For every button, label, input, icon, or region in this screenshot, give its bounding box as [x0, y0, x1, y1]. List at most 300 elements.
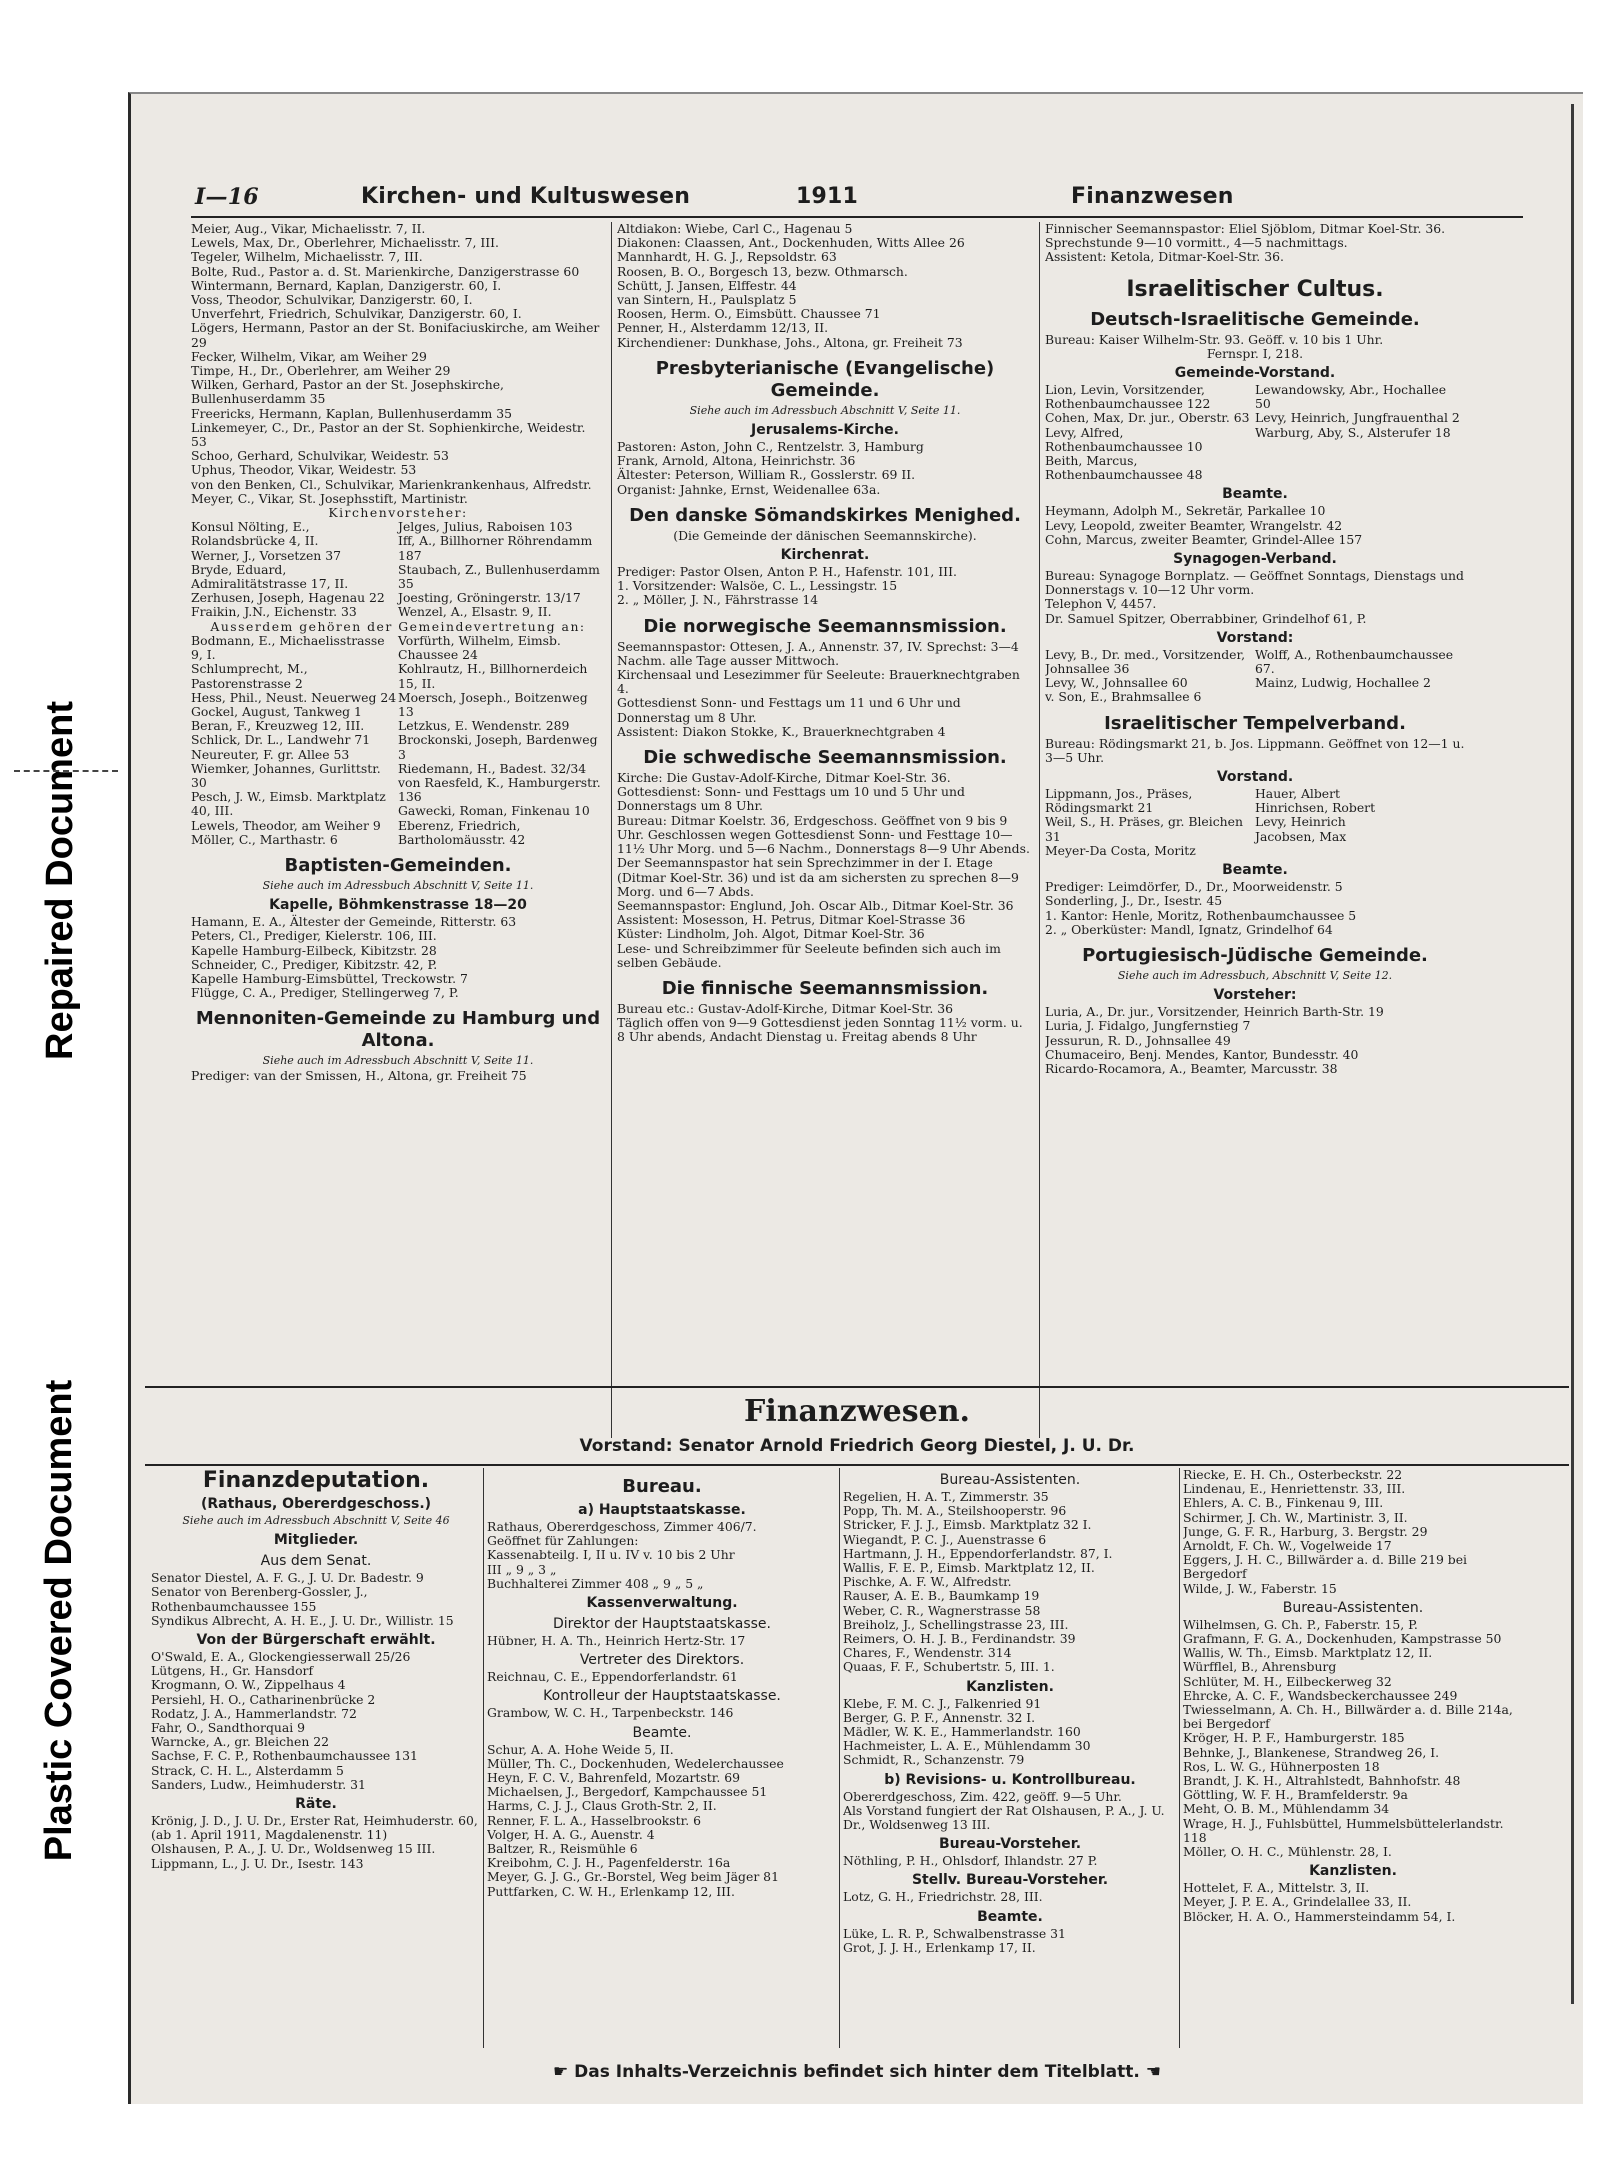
list-item: Hamann, E. A., Ältester der Gemeinde, Ritterstr. 63 [191, 914, 517, 930]
lower-column-3 [843, 1468, 1177, 2058]
kv-title: Kassenverwaltung. [586, 1595, 738, 1612]
list-item: Kassenabteilg. I, II u. IV v. 10 bis 2 Uhr [487, 1547, 735, 1563]
col8-ba-list [1183, 1618, 1523, 1859]
list-item: Breiholz, J., Schellingstrasse 23, III. [843, 1616, 1069, 1632]
col8-ba-title: Bureau-Assistenten. [1282, 1599, 1424, 1616]
list-item: Hartmann, J. H., Eppendorferlandstr. 87, I. [843, 1545, 1113, 1561]
list-item: Fahr, O., Sandthorquai 9 [151, 1720, 306, 1736]
syn-vorstand-title: Vorstand: [1216, 629, 1294, 646]
rev-title: b) Revisions- u. Kontrollbureau. [884, 1771, 1136, 1788]
israel-title: Israelitischer Cultus. [1126, 276, 1384, 302]
list-item: Prediger: Leimdörfer, D., Dr., Moorweidenstr. 5 [1045, 879, 1343, 895]
list-item: Kirchensaal und Lesezimmer für Seeleute: Brauerknechtgraben 4. [617, 667, 1020, 697]
section-left: Kirchen- und Kultuswesen [361, 184, 691, 209]
raete-list [151, 1814, 481, 1871]
list-item: Volger, H. A. G., Auenstr. 4 [487, 1826, 655, 1842]
hk-title: a) Hauptstaatskasse. [578, 1502, 746, 1518]
kirchenvorsteher-list [191, 520, 605, 619]
list-item: Joesting, Gröningerstr. 13/17 [398, 590, 581, 606]
portug-note: Siehe auch im Adressbuch, Abschnitt V, Seite 12. [1117, 968, 1393, 982]
list-item: III „ 9 „ 3 „ [487, 1561, 557, 1577]
list-item: Levy, B., Dr. med., Vorsitzender, Johnsallee 36 [1045, 646, 1246, 677]
list-item: Wallis, W. Th., Eimsb. Marktplatz 12, II. [1183, 1645, 1433, 1661]
list-item: Strack, C. H. L., Alsterdamm 5 [151, 1762, 344, 1778]
list-item: Altdiakon: Wiebe, Carl C., Hagenau 5 [617, 222, 853, 236]
finn-list [617, 1002, 1033, 1045]
list-item: Levy, Leopold, zweiter Beamter, Wrangelstr. 42 [1045, 517, 1343, 533]
list-item: Senator Diestel, A. F. G., J. U. Dr. Badestr. 9 [151, 1570, 424, 1586]
header-rule [191, 216, 1523, 218]
list-item: Stricker, F. J. J., Eimsb. Marktplatz 32 I. [843, 1517, 1092, 1533]
list-item: Hess, Phil., Neust. Neuerweg 24 [191, 689, 397, 705]
tempel-vorstand-title: Vorstand. [1216, 769, 1294, 786]
list-item: Behnke, J., Blankenese, Strandweg 26, I. [1183, 1744, 1440, 1760]
list-item: Finnischer Seemannspastor: Eliel Sjöblom, Ditmar Koel-Str. 36. Sprechstunde 9—10 vormitt., 4—5 nachmittags. [1045, 222, 1446, 251]
list-item: Bodmann, E., Michaelisstrasse 9, I. [191, 632, 385, 663]
list-item: Prediger: van der Smissen, H., Altona, gr. Freiheit 75 [191, 1067, 527, 1083]
list-item: van Sintern, H., Paulsplatz 5 [617, 292, 797, 308]
list-item: Unverfehrt, Friedrich, Schulvikar, Danzigerstr. 60, I. [191, 306, 522, 322]
sv-right [1255, 648, 1465, 705]
list-item: Olshausen, P. A., J. U. Dr., Woldsenweg 15 III. [151, 1841, 436, 1857]
list-item: Assistent: Mosesson, H. Petrus, Ditmar Koel-Strasse 36 [617, 912, 966, 928]
list-item: Als Vorstand fungiert der Rat Olshausen, P. A., J. U. Dr., Woldsenweg 13 III. [843, 1802, 1165, 1833]
list-item: Mannhardt, H. G. J., Repsoldstr. 63 [617, 249, 837, 265]
kirchenvorsteher-title: Kirchenvorsteher: [328, 505, 468, 521]
list-item: Weil, S., H. Präses, gr. Bleichen 31 [1045, 814, 1243, 844]
upper-column-2 [617, 222, 1033, 1442]
list-item: Organist: Jahnke, Ernst, Weidenallee 63a. [617, 481, 881, 497]
dansk-title: Den danske Sömandskirkes Menighed. [629, 504, 1021, 526]
finanz-title: Finanzwesen. [744, 1394, 970, 1429]
ba-title: Bureau-Assistenten. [939, 1472, 1081, 1488]
list-item: Moersch, Joseph., Boitzenweg 13 [398, 689, 588, 719]
list-item: Diakonen: Claassen, Ant., Dockenhuden, Witts Allee 26 [617, 235, 965, 251]
gv-left [191, 634, 398, 847]
presbyterian-list [617, 440, 1033, 497]
list-item: Küster: Lindholm, Joh. Algot, Ditmar Koel-Str. 36 [617, 926, 925, 942]
list-item: Persiehl, H. O., Catharinenbrücke 2 [151, 1691, 376, 1707]
rv-beamte-title: Beamte. [977, 1908, 1043, 1925]
list-item: Staubach, Z., Bullenhuserdamm 35 [398, 561, 600, 592]
vert-title: Vertreter des Direktors. [579, 1652, 745, 1669]
list-item: Hottelet, F. A., Mittelstr. 3, II. [1183, 1880, 1370, 1896]
list-item: 2. „ Möller, J. N., Fährstrasse 14 [617, 592, 819, 608]
list-item: Grafmann, F. G. A., Dockenhuden, Kampstrasse 50 [1183, 1631, 1502, 1647]
list-item: Gottesdienst: Sonn- und Festtags um 10 und 5 Uhr und Donnerstags um 8 Uhr. [617, 784, 965, 814]
baptisten-title: Baptisten-Gemeinden. [284, 854, 512, 876]
israel-bureau: Bureau: Kaiser Wilhelm-Str. 93. Geöff. v. 10 bis 1 Uhr. [1045, 331, 1384, 347]
list-item: Frank, Arnold, Altona, Heinrichstr. 36 [617, 453, 856, 469]
list-item: Lion, Levin, Vorsitzender, Rothenbaumchaussee 122 [1045, 382, 1211, 412]
list-item: Dr. Samuel Spitzer, Oberrabbiner, Grindelhof 61, P. [1045, 610, 1367, 626]
senat-title: Aus dem Senat. [260, 1553, 372, 1570]
list-item: Jessurun, R. D., Johnsallee 49 [1045, 1032, 1231, 1048]
list-item: Uphus, Theodor, Vikar, Weidestr. 53 [191, 462, 417, 478]
rv-beamte-list [843, 1927, 1177, 1955]
list-item: 2. „ Oberküster: Mandl, Ignatz, Grindelhof 64 [1045, 921, 1333, 937]
presbyterian-title: Presbyterianische (Evangelische) Gemeinde. [655, 357, 995, 401]
presbyterian-note: Siehe auch im Adressbuch Abschnitt V, Seite 11. [689, 403, 961, 417]
list-item: Kröger, H. P. F., Hamburgerstr. 185 [1183, 1730, 1405, 1746]
raete-title: Räte. [295, 1796, 337, 1813]
list-item: Lese- und Schreibzimmer für Seeleute befinden sich auch im selben Gebäude. [617, 940, 1001, 970]
sbv-line: Lotz, G. H., Friedrichstr. 28, III. [843, 1889, 1043, 1905]
rev-list [843, 1790, 1177, 1833]
list-item: Hachmeister, L. A. E., Mühlendamm 30 [843, 1738, 1091, 1754]
bv-line: Nöthling, P. H., Ohlsdorf, Ihlandstr. 27 P. [843, 1853, 1098, 1869]
tempel-title: Israelitischer Tempelverband. [1104, 712, 1406, 734]
list-item: Reimers, O. H. J. B., Ferdinandstr. 39 [843, 1631, 1076, 1647]
section-rule [145, 1386, 1569, 1388]
list-item: Sachse, F. C. P., Rothenbaumchaussee 131 [151, 1748, 418, 1764]
page-header [131, 184, 1583, 214]
list-item: Kapelle Hamburg-Eilbeck, Kibitzstr. 28 [191, 942, 437, 958]
list-item: Syndikus Albrecht, A. H. E., J. U. Dr., Willistr. 15 [151, 1612, 454, 1628]
list-item: Kirche: Die Gustav-Adolf-Kirche, Ditmar Koel-Str. 36. [617, 770, 951, 786]
list-item: Schlüter, M. H., Eilbeckerweg 32 [1183, 1673, 1392, 1689]
list-item: Assistent: Diakon Stokke, K., Brauerknechtgraben 4 [617, 723, 946, 739]
list-item: Baltzer, R., Reismühle 6 [487, 1841, 638, 1857]
list-item: Kapelle Hamburg-Eimsbüttel, Treckowstr. 7 [191, 970, 468, 986]
list-item: Rauser, A. E. B., Baumkamp 19 [843, 1588, 1040, 1604]
norweg-title: Die norwegische Seemannsmission. [643, 615, 1007, 637]
list-item: Klebe, F. M. C. J., Falkenried 91 [843, 1695, 1042, 1711]
list-item: Bureau: Ditmar Koelstr. 36, Erdgeschoss. Geöffnet von 9 bis 9 Uhr. Geschlossen wegen Gottesdienst Sonn- und Festtage 10—11½ Uhr Morg. und 5—6 Nachm., Donnerstags 8—9 Uhr Abends. [617, 812, 1030, 857]
list-item: Buchhalterei Zimmer 408 „ 9 „ 5 „ [487, 1575, 704, 1591]
tv-right [1255, 787, 1465, 858]
tempel-beamte [1045, 880, 1465, 937]
list-item: Werner, J., Vorsetzen 37 [191, 547, 341, 563]
list-item: Levy, Heinrich, Jungfrauenthal 2 [1255, 410, 1460, 426]
mennoniten-note: Siehe auch im Adressbuch Abschnitt V, Seite 11. [262, 1054, 534, 1068]
list-item: Bureau etc.: Gustav-Adolf-Kirche, Ditmar Koel-Str. 36 [617, 1000, 954, 1016]
mennoniten-list [191, 1069, 605, 1083]
list-item: Riedemann, H., Badest. 32/34 [398, 760, 587, 776]
gemeinde-title: Ausserdem gehören der Gemeindevertretung an: [210, 618, 586, 634]
list-item: Konsul Nölting, E., Rolandsbrücke 4, II. [191, 519, 319, 549]
scanned-page [128, 92, 1583, 2104]
list-item: Kirchendiener: Dunkhase, Johs., Altona, gr. Freiheit 73 [617, 334, 963, 350]
list-item: Heymann, Adolph M., Sekretär, Parkallee 10 [1045, 503, 1326, 519]
list-item: Meht, O. B. M., Mühlendamm 34 [1183, 1801, 1390, 1817]
list-item: Cohen, Max, Dr. jur., Oberstr. 63 [1045, 410, 1250, 426]
list-item: Möller, C., Marthastr. 6 [191, 831, 338, 847]
list-item: Würfflel, B., Ahrensburg [1183, 1659, 1337, 1675]
list-item: Gottesdienst Sonn- und Festtags um 11 und 6 Uhr und Donnerstag um 8 Uhr. [617, 695, 961, 725]
israel-beamte-title: Beamte. [1222, 486, 1288, 503]
list-item: Kreibohm, C. J. H., Pagenfelderstr. 16a [487, 1855, 731, 1871]
schwed-list [617, 771, 1033, 970]
dir-line: Hübner, H. A. Th., Heinrich Hertz-Str. 17 [487, 1633, 746, 1649]
list-item: Fecker, Wilhelm, Vikar, am Weiher 29 [191, 348, 427, 364]
list-item: Gawecki, Roman, Finkenau 10 [398, 803, 590, 819]
fd-title: Finanzdeputation. [202, 1468, 430, 1493]
list-item: Wenzel, A., Elsastr. 9, II. [398, 604, 552, 620]
list-item: Lütgens, H., Gr. Hansdorf [151, 1663, 314, 1679]
list-item: Levy, W., Johnsallee 60 [1045, 675, 1188, 691]
list-item: Grot, J. J. H., Erlenkamp 17, II. [843, 1939, 1036, 1955]
list-item: Flügge, C. A., Prediger, Stellingerweg 7, P. [191, 985, 459, 1001]
mitglieder-title: Mitglieder. [273, 1532, 359, 1549]
gv-right [398, 634, 605, 847]
list-item: Ältester: Peterson, William R., Gosslerstr. 69 II. [617, 467, 916, 483]
list-item: Popp, Th. M. A., Steilshooperstr. 96 [843, 1503, 1067, 1519]
list-item: Luria, J. Fidalgo, Jungfernstieg 7 [1045, 1018, 1251, 1034]
list-item: v. Son, E., Brahmsallee 6 [1045, 689, 1202, 705]
sbv-title: Stellv. Bureau-Vorsteher. [911, 1872, 1109, 1889]
list-item: Weber, C. R., Wagnerstrasse 58 [843, 1602, 1041, 1618]
kontr-line: Grambow, W. C. H., Tarpenbeckstr. 146 [487, 1705, 734, 1721]
list-item: Meyer-Da Costa, Moritz [1045, 842, 1196, 858]
list-item: Täglich offen von 9—9 Gottesdienst jeden Sonntag 11½ vorm. u. 8 Uhr abends, Andacht Dienstag u. Freitag abends 8 Uhr [617, 1015, 1023, 1045]
list-item: Meyer, C., Vikar, St. Josephsstift, Martinistr. [191, 490, 468, 506]
norweg-list [617, 640, 1033, 739]
kanzl-list [843, 1697, 1177, 1768]
list-item: Schirmer, J. Ch. W., Martinistr. 3, II. [1183, 1509, 1408, 1525]
gemeinde-list [191, 634, 605, 847]
list-item: Fraikin, J.N., Eichenstr. 33 [191, 604, 357, 620]
israel-fernspr: Fernspr. I, 218. [1206, 345, 1304, 361]
col8-kanzl-title: Kanzlisten. [1309, 1863, 1397, 1880]
section-right: Finanzwesen [1071, 184, 1234, 209]
list-item: Renner, F. L. A., Hasselbrookstr. 6 [487, 1812, 701, 1828]
list-item: Timpe, H., Dr., Oberlehrer, am Weiher 29 [191, 363, 451, 379]
list-item: Gockel, August, Tankweg 1 [191, 703, 362, 719]
hk-list [487, 1520, 837, 1591]
baptisten-kapelle: Kapelle, Böhmkenstrasse 18—20 [269, 897, 527, 914]
ba-list [843, 1490, 1177, 1675]
kirchenrat-title: Kirchenrat. [780, 547, 870, 564]
list-item: Lippmann, Jos., Präses, Rödingsmarkt 21 [1045, 786, 1193, 816]
column-rule [1039, 222, 1040, 1438]
list-item: Krogmann, O. W., Zippelhaus 4 [151, 1677, 346, 1693]
list-item: Lewels, Max, Dr., Oberlehrer, Michaelisstr. 7, III. [191, 235, 499, 251]
list-item: Vorfürth, Wilhelm, Eimsb. Chaussee 24 [398, 632, 561, 663]
list-item: Ricardo-Rocamora, A., Beamter, Marcusstr. 38 [1045, 1060, 1338, 1076]
finanz-vorstand: Vorstand: Senator Arnold Friedrich Georg Diestel, J. U. Dr. [579, 1436, 1135, 1456]
dansk-list [617, 565, 1033, 608]
list-item: Lindenau, E., Henriettenstr. 33, III. [1183, 1481, 1406, 1497]
list-item: Jacobsen, Max [1255, 828, 1347, 844]
list-item: Obererdgeschoss, Zim. 422, geöff. 9—5 Uhr. [843, 1788, 1122, 1804]
list-item: Neureuter, F. gr. Allee 53 [191, 746, 350, 762]
list-item: Müller, Th. C., Dockenhuden, Wedelerchaussee [487, 1755, 784, 1771]
list-item: O'Swald, E. A., Glockengiesserwall 25/26 [151, 1649, 411, 1665]
list-item: Göttling, W. F. H., Bramfelderstr. 9a [1183, 1787, 1408, 1803]
list-item: Lippmann, L., J. U. Dr., Isestr. 143 [151, 1855, 364, 1871]
upper-column-3 [1045, 222, 1465, 1442]
list-item: Cohn, Marcus, zweiter Beamter, Grindel-Allee 157 [1045, 531, 1363, 547]
list-item: Meyer, J. P. E. A., Grindelallee 33, II. [1183, 1894, 1412, 1910]
column-rule [483, 1468, 484, 2048]
list-item: Senator von Berenberg-Gossler, J., Rothenbaumchaussee 155 [151, 1584, 368, 1614]
list-item: Ros, L. W. G., Hühnerposten 18 [1183, 1758, 1380, 1774]
col8-list [1183, 1468, 1523, 1596]
col8-kanzl-list [1183, 1881, 1523, 1924]
list-item: Eggers, J. H. C., Billwärder a. d. Bille 219 bei Bergedorf [1183, 1552, 1468, 1582]
list-item: Harms, C. J. J., Claus Groth-Str. 2, II. [487, 1798, 717, 1814]
list-item: Hauer, Albert [1255, 786, 1341, 802]
bureau-title: Bureau. [622, 1476, 702, 1497]
column-rule [839, 1468, 840, 2048]
list-item: Eberenz, Friedrich, Bartholomäusstr. 42 [398, 817, 526, 847]
bv-title: Bureau-Vorsteher. [938, 1836, 1082, 1853]
list-item: Brandt, J. K. H., Altrahlstedt, Bahnhofstr. 48 [1183, 1773, 1461, 1789]
list-item: Chares, F., Wendenstr. 314 [843, 1645, 1012, 1661]
list-item: Wilde, J. W., Faberstr. 15 [1183, 1580, 1337, 1596]
list-item: Iff, A., Billhorner Röhrendamm 187 [398, 533, 593, 563]
list-item: 1. Vorsitzender: Walsöe, C. L., Lessingstr. 15 [617, 578, 898, 594]
list-item: Meier, Aug., Vikar, Michaelisstr. 7, II. [191, 222, 426, 236]
portug-vorsteher: Vorsteher: [1213, 987, 1297, 1004]
column-rule [611, 222, 612, 1438]
list-item: Geöffnet für Zahlungen: [487, 1533, 639, 1549]
list-item: Levy, Heinrich [1255, 814, 1346, 830]
list-item: Beran, F., Kreuzweg 12, III. [191, 718, 365, 734]
list-item: Zerhusen, Joseph, Hagenau 22 [191, 590, 385, 606]
syn-vorstand [1045, 648, 1465, 705]
baptisten-list [191, 915, 605, 1000]
list-item: Wallis, F. E. P., Eimsb. Marktplatz 12, II. [843, 1560, 1095, 1576]
section-rule [145, 1464, 1569, 1466]
list-item: Blöcker, H. A. O., Hammersteindamm 54, I. [1183, 1908, 1456, 1924]
tempel-beamte-title: Beamte. [1222, 862, 1288, 879]
list-item: Assistent: Ketola, Ditmar-Koel-Str. 36. [1045, 249, 1284, 265]
kv-right [398, 520, 605, 619]
israel-beamte [1045, 504, 1465, 547]
list-item: Linkemeyer, C., Dr., Pastor an der St. Sophienkirche, Weidestr. 53 [191, 419, 586, 450]
list-item: Wiemker, Johannes, Gurlittstr. 30 [191, 760, 381, 790]
buerg-title: Von der Bürgerschaft erwählt. [196, 1632, 436, 1649]
tempel-bureau: Bureau: Rödingsmarkt 21, b. Jos. Lippmann. Geöffnet von 12—1 u. 3—5 Uhr. [1045, 735, 1465, 765]
buerg-list [151, 1650, 481, 1792]
divider [14, 770, 118, 772]
plastic-covered-label: Plastic Covered Document [38, 1379, 81, 1861]
list-item: Mädler, W. K. E., Hammerlandstr. 160 [843, 1724, 1081, 1740]
gemeinde-vorstand [1045, 383, 1465, 482]
kanzl-title: Kanzlisten. [966, 1678, 1054, 1695]
list-item: Arnoldt, F. Ch. W., Vogelweide 17 [1183, 1538, 1392, 1554]
beamte-list [487, 1743, 837, 1899]
dir-title: Direktor der Hauptstaatskasse. [553, 1616, 771, 1633]
list-item: Wilken, Gerhard, Pastor an der St. Josephskirche, Bullenhuserdamm 35 [191, 377, 504, 407]
portug-title: Portugiesisch-Jüdische Gemeinde. [1082, 944, 1428, 966]
list-item: Pischke, A. F. W., Alfredstr. [843, 1574, 1012, 1590]
fd-sub: (Rathaus, Obererdgeschoss.) [200, 1496, 432, 1512]
tv-left [1045, 787, 1255, 858]
list-item: Bureau: Synagoge Bornplatz. — Geöffnet Sonntags, Dienstags und Donnerstags v. 10—12 Uhr vorm. [1045, 568, 1464, 598]
list-item: Warncke, A., gr. Bleichen 22 [151, 1734, 330, 1750]
iv-right [1255, 383, 1465, 482]
list-item: Der Seemannspastor hat sein Sprechzimmer in der I. Etage (Ditmar Koel-Str. 36) und ist da am sichersten zu sprechen 8—9 Morg. und 6—7 Abds. [617, 855, 1019, 899]
list-item: 1. Kantor: Henle, Moritz, Rothenbaumchaussee 5 [1045, 907, 1357, 923]
lower-column-4 [1183, 1468, 1523, 2058]
list-item: Quaas, F. F., Schubertstr. 5, III. 1. [843, 1659, 1055, 1675]
list-item: Wrage, H. J., Fuhlsbüttel, Hummelsbüttelerlandstr. 118 [1183, 1815, 1504, 1845]
list-item: Junge, G. F. R., Harburg, 3. Bergstr. 29 [1183, 1523, 1428, 1539]
list-item: Wiegandt, P. C. J., Auenstrasse 6 [843, 1531, 1047, 1547]
list-item: Peters, Cl., Prediger, Kielerstr. 106, III. [191, 928, 437, 944]
gemeinde-vorstand-title: Gemeinde-Vorstand. [1174, 365, 1336, 382]
senat-list [151, 1571, 481, 1628]
list-item: Roosen, Herm. O., Eimsbütt. Chaussee 71 [617, 306, 881, 322]
list-item: Warburg, Aby, S., Alsterufer 18 [1255, 424, 1451, 440]
list-item: Lüke, L. R. P., Schwalbenstrasse 31 [843, 1925, 1066, 1941]
finn-title: Die finnische Seemannsmission. [661, 977, 989, 999]
portug-list [1045, 1005, 1465, 1076]
list-item: Schneider, C., Prediger, Kibitzstr. 42, P. [191, 956, 438, 972]
page-edge [1571, 104, 1574, 2004]
list-item: Möller, O. H. C., Mühlenstr. 28, I. [1183, 1844, 1392, 1860]
list-item: Beith, Marcus, Rothenbaumchaussee 48 [1045, 453, 1203, 483]
list-item: Puttfarken, C. W. H., Erlenkamp 12, III. [487, 1883, 735, 1899]
list-item: Freericks, Hermann, Kaplan, Bullenhuserdamm 35 [191, 405, 512, 421]
list-item: Berger, G. P. F., Annenstr. 32 I. [843, 1709, 1036, 1725]
iv-left [1045, 383, 1255, 482]
sv-left [1045, 648, 1255, 705]
column-rule [1179, 1468, 1180, 2048]
list-item: Schur, A. A. Hohe Weide 5, II. [487, 1741, 674, 1757]
upper-column-1 [191, 222, 605, 1442]
list-item: Schlick, Dr. L., Landwehr 71 [191, 732, 371, 748]
list-item: Seemannspastor: Englund, Joh. Oscar Alb., Ditmar Koel-Str. 36 [617, 897, 1014, 913]
list-item: Wintermann, Bernard, Kaplan, Danzigerstr. 60, I. [191, 277, 502, 293]
diakonen-list [617, 222, 1033, 350]
list-item: Ehlers, A. C. B., Finkenau 9, III. [1183, 1495, 1384, 1511]
list-item: Mainz, Ludwig, Hochallee 2 [1255, 675, 1431, 691]
list-item: Bryde, Eduard, Admiralitätstrasse 17, II. [191, 561, 349, 592]
list-item: Penner, H., Alsterdamm 12/13, II. [617, 320, 829, 336]
mennoniten-title: Mennoniten-Gemeinde zu Hamburg und Altona. [195, 1008, 601, 1052]
clergy-list [191, 222, 605, 506]
baptisten-note: Siehe auch im Adressbuch Abschnitt V, Seite 11. [262, 878, 534, 892]
list-item: Sanders, Ludw., Heimhuderstr. 31 [151, 1776, 366, 1792]
tempel-vorstand [1045, 787, 1465, 858]
list-item: Lewels, Theodor, am Weiher 9 [191, 817, 381, 833]
list-item: Wilhelmsen, G. Ch. P., Faberstr. 15, P. [1183, 1616, 1418, 1632]
list-item: Luria, A., Dr. jur., Vorsitzender, Heinrich Barth-Str. 19 [1045, 1004, 1384, 1020]
list-item: Levy, Alfred, Rothenbaumchaussee 10 [1045, 424, 1203, 454]
list-item: Michaelsen, J., Bergedorf, Kampchaussee 51 [487, 1784, 768, 1800]
list-item: Meyer, G. J. G., Gr.-Borstel, Weg beim Jäger 81 [487, 1869, 779, 1885]
list-item: Regelien, H. A. T., Zimmerstr. 35 [843, 1489, 1049, 1504]
list-item: Schoo, Gerhard, Schulvikar, Weidestr. 53 [191, 448, 449, 464]
list-item: Riecke, E. H. Ch., Osterbeckstr. 22 [1183, 1468, 1403, 1482]
year: 1911 [796, 184, 859, 209]
schwed-title: Die schwedische Seemannsmission. [643, 747, 1007, 769]
list-item: Chumaceiro, Benj. Mendes, Kantor, Bundesstr. 40 [1045, 1046, 1359, 1062]
list-item: Jelges, Julius, Raboisen 103 [398, 519, 573, 535]
list-item: von den Benken, Cl., Schulvikar, Marienkrankenhaus, Alfredstr. [191, 476, 592, 492]
kontr-title: Kontrolleur der Hauptstaatskasse. [543, 1688, 781, 1705]
list-item: Schütt, J. Jansen, Elffestr. 44 [617, 277, 797, 293]
finnish-pastor [1045, 222, 1465, 265]
list-item: von Raesfeld, K., Hamburgerstr. 136 [398, 774, 601, 805]
list-item: Voss, Theodor, Schulvikar, Danzigerstr. 60, I. [191, 292, 473, 308]
lower-column-1 [151, 1468, 481, 2058]
list-item: Kohlrautz, H., Billhornerdeich 15, II. [398, 661, 588, 691]
beamte-title: Beamte. [632, 1724, 692, 1741]
list-item: Lögers, Hermann, Pastor an der St. Bonifaciuskirche, am Weiher 29 [191, 320, 600, 350]
list-item: Tegeler, Wilhelm, Michaelisstr. 7, III. [191, 249, 423, 265]
list-item: Hinrichsen, Robert [1255, 800, 1376, 816]
vert-line: Reichnau, C. E., Eppendorferlandstr. 61 [487, 1669, 738, 1685]
list-item: Telephon V, 4457. [1045, 596, 1157, 612]
list-item: Roosen, B. O., Borgesch 13, bezw. Othmarsch. [617, 263, 908, 279]
israel-sub: Deutsch-Israelitische Gemeinde. [1090, 308, 1420, 330]
list-item: Twiesselmann, A. Ch. H., Billwärder a. d. Bille 214a, bei Bergedorf [1183, 1702, 1513, 1732]
